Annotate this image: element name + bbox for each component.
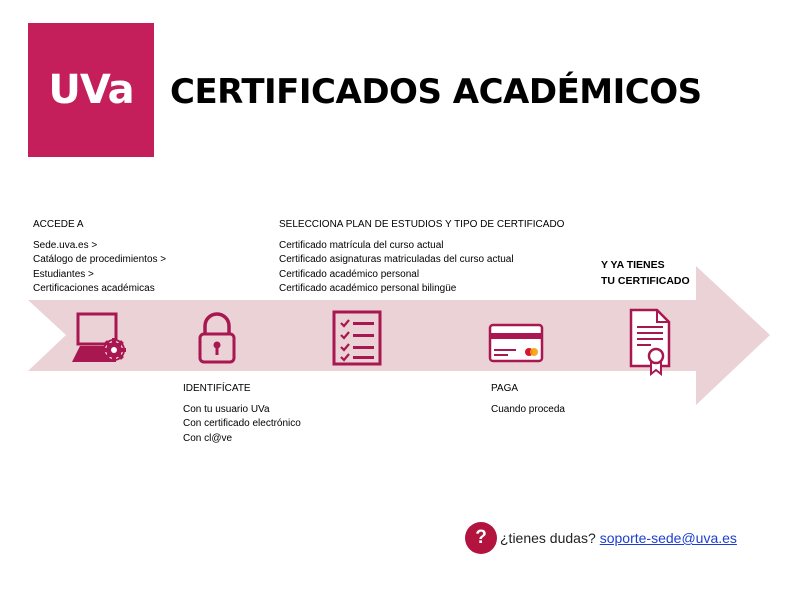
uva-logo xyxy=(28,23,154,157)
padlock-icon xyxy=(195,310,239,366)
step-paga-line: Cuando proceda xyxy=(491,404,565,416)
step-final-line: TU CERTIFICADO xyxy=(601,274,690,287)
step-final xyxy=(601,258,690,289)
help-line xyxy=(465,522,737,554)
step-selecciona-line: Certificado académico personal xyxy=(279,268,420,280)
laptop-gear-icon xyxy=(70,310,132,372)
step-selecciona-heading: SELECCIONA PLAN DE ESTUDIOS Y TIPO DE CERTIFICADO xyxy=(279,219,565,230)
step-identificate-line: Con cl@ve xyxy=(183,432,233,444)
step-accede-heading: ACCEDE A xyxy=(33,219,84,230)
step-identificate xyxy=(183,382,301,446)
certificate-icon xyxy=(627,306,677,376)
step-accede-line: Catálogo de procedimientos > xyxy=(33,254,167,266)
step-identificate-heading: IDENTIFÍCATE xyxy=(183,383,251,394)
logo-text: UVa xyxy=(48,67,134,113)
step-paga xyxy=(491,382,565,417)
step-accede-line: Sede.uva.es > xyxy=(33,240,98,252)
support-email-link[interactable]: soporte-sede@uva.es xyxy=(599,530,737,546)
step-selecciona xyxy=(279,218,564,296)
step-identificate-line: Con certificado electrónico xyxy=(183,418,301,430)
step-paga-heading: PAGA xyxy=(491,383,519,394)
step-selecciona-line: Certificado académico personal bilingüe xyxy=(279,282,457,294)
checklist-icon xyxy=(332,310,382,366)
step-selecciona-line: Certificado asignaturas matriculadas del curso actual xyxy=(279,254,514,266)
question-icon: ? xyxy=(465,522,497,554)
help-text: ¿tienes dudas? xyxy=(500,530,596,546)
step-selecciona-line: Certificado matrícula del curso actual xyxy=(279,240,444,252)
step-final-line: Y YA TIENES xyxy=(601,259,665,271)
step-accede-line: Estudiantes > xyxy=(33,268,94,280)
page-title: CERTIFICADOS ACADÉMICOS xyxy=(170,72,702,112)
step-identificate-line: Con tu usuario UVa xyxy=(183,404,270,416)
step-accede xyxy=(33,218,166,296)
step-accede-line: Certificaciones académicas xyxy=(33,282,155,294)
credit-card-icon xyxy=(488,323,544,363)
